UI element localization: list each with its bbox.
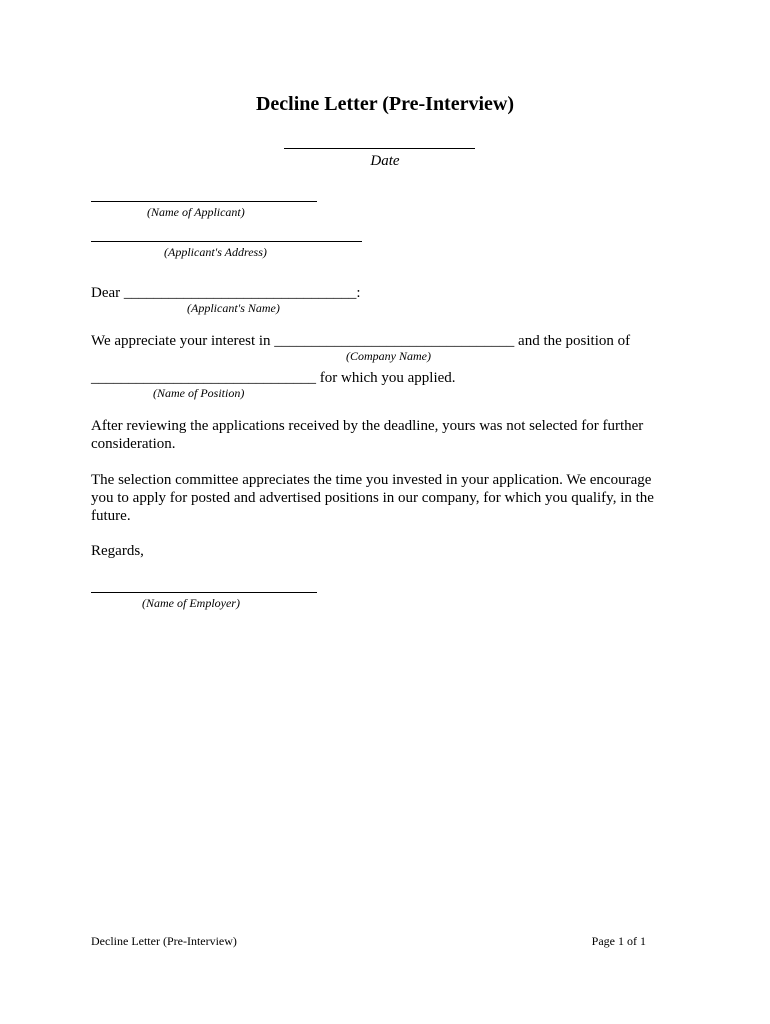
date-line xyxy=(284,148,475,149)
date-caption: Date xyxy=(370,153,400,169)
dear-caption: (Applicant's Name) xyxy=(187,301,280,315)
applicant-name-caption: (Name of Applicant) xyxy=(147,205,245,219)
interest-line xyxy=(91,332,630,350)
position-suffix: for which you applied. xyxy=(316,370,456,386)
employer-caption: (Name of Employer) xyxy=(142,596,240,610)
document-title: Decline Letter (Pre-Interview) xyxy=(255,93,515,115)
dear-colon: : xyxy=(356,285,361,301)
dear-blank: _______________________________ xyxy=(123,285,357,301)
applicant-address-caption: (Applicant's Address) xyxy=(164,245,267,259)
footer-title: Decline Letter (Pre-Interview) xyxy=(91,934,237,948)
position-line xyxy=(91,369,456,387)
salutation-line xyxy=(91,284,361,302)
company-blank: ________________________________ xyxy=(274,333,515,349)
footer-page-number: Page 1 of 1 xyxy=(591,934,646,948)
applicant-address-line xyxy=(91,241,362,242)
applicant-name-line xyxy=(91,201,317,202)
paragraph-not-selected: After reviewing the applications received by the deadline, yours was not selected for further consideration. xyxy=(91,418,644,452)
employer-signature-line xyxy=(91,592,317,593)
closing: Regards, xyxy=(91,543,144,559)
interest-suffix: and the position of xyxy=(514,333,631,349)
position-caption: (Name of Position) xyxy=(153,386,245,400)
dear-word: Dear xyxy=(91,285,124,301)
paragraph-encourage: The selection committee appreciates the time you invested in your application. We encourage you to apply for posted and advertised positions in our company, for which you qualify, in the future. xyxy=(91,472,654,524)
company-caption: (Company Name) xyxy=(346,349,431,363)
position-blank: ______________________________ xyxy=(91,370,316,386)
interest-prefix: We appreciate your interest in xyxy=(91,333,275,349)
